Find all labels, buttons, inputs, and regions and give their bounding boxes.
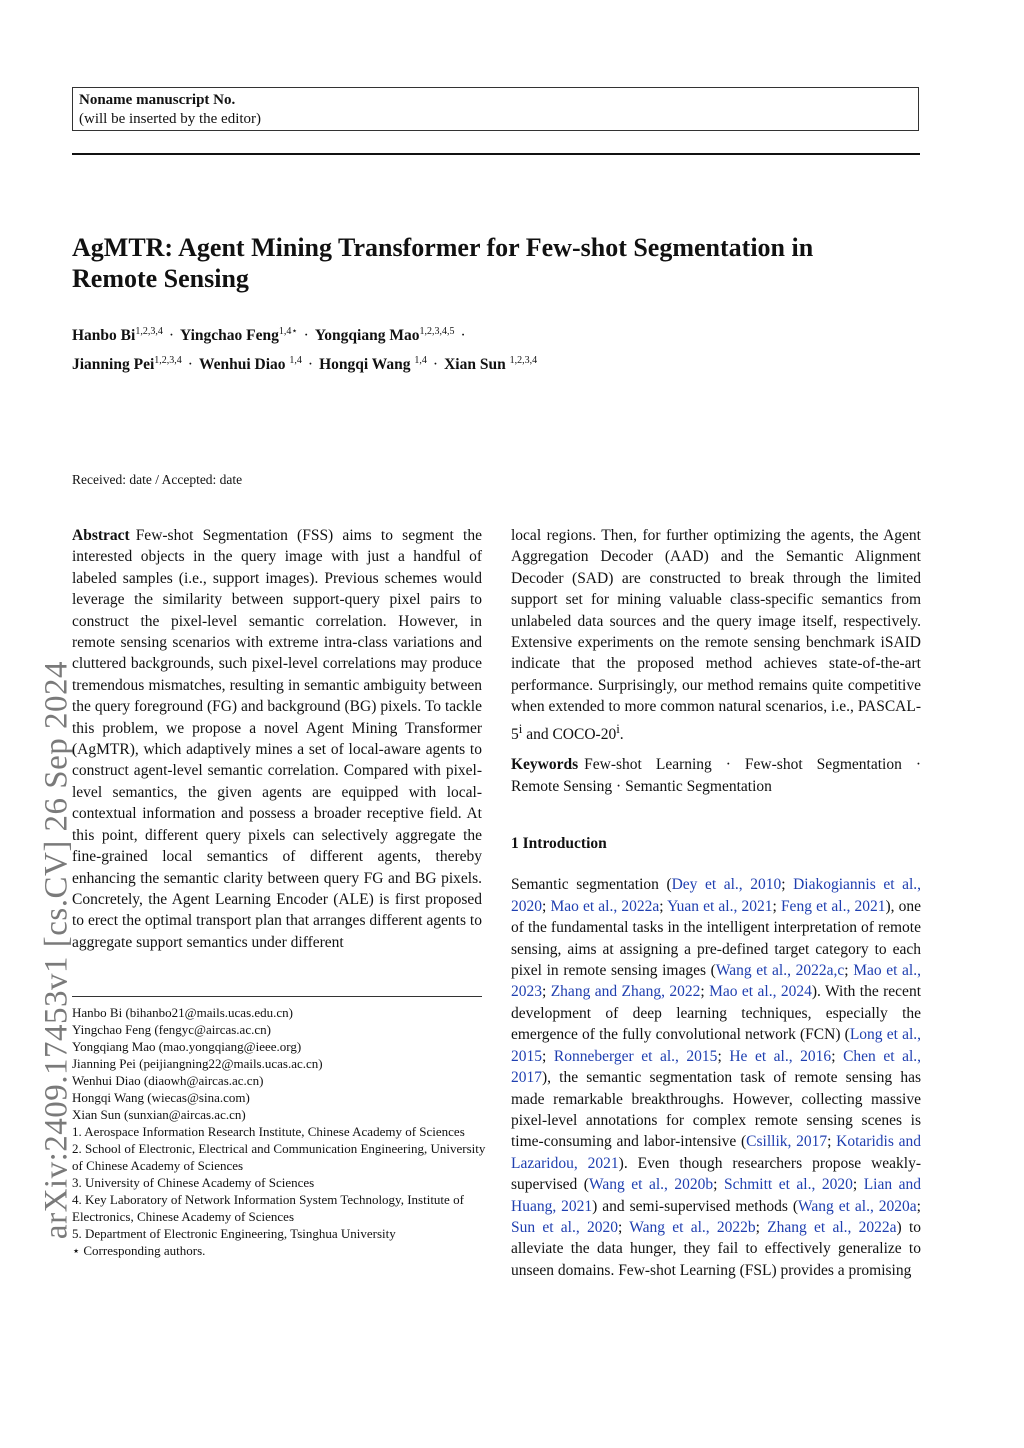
footnote: 1. Aerospace Information Research Institute, Chinese Academy of Sciences	[72, 1124, 465, 1139]
citation-link[interactable]: Mao et al., 2022a	[550, 897, 660, 915]
abstract-paragraph	[72, 525, 482, 953]
manuscript-box	[72, 87, 919, 131]
citation-link[interactable]: Feng et al., 2021	[780, 897, 886, 915]
author-name: Hongqi Wang	[319, 356, 415, 374]
author-name: Jianning Pei	[72, 356, 155, 374]
author-affiliation: 1,2,3,4	[154, 355, 182, 367]
author-name: Xian Sun	[444, 356, 510, 374]
footnote: 5. Department of Electronic Engineering, Tsinghua University	[72, 1226, 396, 1241]
intro-text: ;	[542, 897, 551, 915]
citation-link[interactable]: Wang et al., 2020a	[798, 1197, 917, 1215]
intro-text: ;	[700, 983, 710, 1001]
citation-link[interactable]: Mao et al., 2024	[709, 983, 812, 1001]
abstract-text-right: local regions. Then, for further optimizing the agents, the Agent Aggregation Decoder (AAD) and the Semantic Alignment Decoder (SAD) are constructed to break through the limited support set for mining valuable class-specific semantics from unlabeled data sources and the query image itself, respectively. Extensive experiments on the remote sensing benchmark iSAID indicate that the proposed method achieves state-of-the-art performance. Surprisingly, our method remains quite competitive when extended to more common natural scenarios, i.e., PASCAL-5	[511, 527, 921, 743]
footnote: Hanbo Bi (bihanbo21@mails.ucas.edu.cn)	[72, 1005, 294, 1020]
intro-text: ;	[781, 876, 794, 894]
citation-link[interactable]: Sun et al., 2020	[511, 1218, 618, 1236]
citation-link[interactable]: Wang et al., 2020b	[588, 1176, 714, 1194]
intro-text: ;	[844, 962, 854, 980]
section-heading-introduction: 1 Introduction	[511, 835, 607, 853]
superscript-i: i	[616, 720, 620, 736]
footnote: Yingchao Feng (fengyc@aircas.ac.cn)	[72, 1022, 271, 1037]
intro-text: ;	[713, 1176, 724, 1194]
right-column	[511, 525, 921, 1281]
editor-note: (will be inserted by the editor)	[79, 111, 262, 127]
author-separator: ·	[460, 327, 466, 345]
keywords-text: Few-shot Learning · Few-shot Segmentation · Remote Sensing · Semantic Segmentation	[511, 756, 921, 795]
footnote: Yongqiang Mao (mao.yongqiang@ieee.org)	[72, 1039, 302, 1054]
author-row-2	[72, 348, 920, 377]
footnote: Hongqi Wang (wiecas@sina.com)	[72, 1090, 250, 1105]
intro-text: ;	[831, 1047, 844, 1065]
footnotes	[72, 1004, 486, 1259]
author-list	[72, 319, 920, 377]
intro-text: ;	[617, 1218, 630, 1236]
keywords-paragraph	[511, 754, 921, 797]
abstract-text-end: .	[619, 725, 624, 743]
abstract-text-left: Few-shot Segmentation (FSS) aims to segment the interested objects in the query image with just a handful of labeled samples (i.e., support images). Previous schemes would leverage the similarity between support-query pixel pairs to construct the pixel-level semantic correlation. However, in remote sensing scenarios with extreme intra-class variations and cluttered backgrounds, such pixel-level correlations may produce tremendous mismatches, resulting in semantic ambiguity between the query foreground (FG) and background (BG) pixels. To tackle this problem, we propose a novel Agent Mining Transformer (AgMTR), which adaptively mines a set of local-aware agents to construct agent-level semantic correlation. Compared with pixel-level semantics, the given agents are equipped with local-contextual information and possess a broader receptive field. At this point, different query pixels can selectively aggregate the fine-grained local semantics of different agents, thereby enhancing the semantic clarity between query FG and BG pixels. Concretely, the Agent Learning Encoder (ALE) is first proposed to erect the optimal transport plan that arranges different agents to aggregate support semantics under different	[72, 527, 482, 951]
footnote: 2. School of Electronic, Electrical and Communication Engineering, University of Chinese Academy of Sciences	[72, 1141, 486, 1173]
intro-text: ;	[542, 1047, 554, 1065]
citation-link[interactable]: He et al., 2016	[729, 1047, 832, 1065]
author-affiliation: 1,2,3,4,5	[419, 326, 455, 337]
intro-text: ;	[852, 1176, 864, 1194]
intro-text: ;	[755, 1218, 768, 1236]
author-affiliation: 1,4	[289, 355, 302, 367]
citation-link[interactable]: Schmitt et al., 2020	[723, 1176, 853, 1194]
intro-text: ). With the recent development of deep learning techniques, especially the emergence of the fully convolutional network (FCN) (	[511, 983, 921, 1044]
intro-text: ) to alleviate the data hunger, they fail to effectively generalize to unseen domains. Few-shot Learning (FSL) provides a promising	[511, 1218, 922, 1279]
author-affiliation: 1,4⋆	[278, 326, 298, 337]
citation-link[interactable]: Kotaridis and Lazaridou, 2021	[511, 1133, 921, 1172]
citation-link[interactable]: Mao et al., 2023	[511, 962, 921, 1001]
author-name: Wenhui Diao	[198, 356, 290, 374]
author-separator: ·	[187, 356, 193, 374]
received-date: Received: date / Accepted: date	[72, 472, 243, 487]
citation-link[interactable]: Zhang and Zhang, 2022	[550, 983, 701, 1001]
author-affiliation: 1,4	[414, 355, 427, 367]
paper-title-line1: AgMTR: Agent Mining Transformer for Few-shot Segmentation in	[72, 233, 814, 262]
citation-link[interactable]: Wang et al., 2022a,c	[715, 962, 845, 980]
citation-link[interactable]: Lian and Huang, 2021	[511, 1176, 921, 1215]
abstract-label: Abstract	[72, 527, 130, 544]
author-name: Yingchao Feng	[180, 327, 279, 345]
footnote: 3. University of Chinese Academy of Sciences	[72, 1175, 315, 1190]
manuscript-number: Noname manuscript No.	[79, 92, 236, 108]
author-name: Yongqiang Mao	[314, 327, 420, 345]
intro-text: ;	[717, 1047, 730, 1065]
intro-text: ;	[772, 897, 781, 915]
citation-link[interactable]: Ronneberger et al., 2015	[553, 1047, 718, 1065]
intro-text: ). Even though researchers propose weakly-supervised (	[511, 1154, 922, 1194]
footnote-rule	[72, 996, 482, 997]
author-separator: ·	[168, 327, 174, 345]
citation-link[interactable]: Csillik, 2017	[746, 1133, 828, 1151]
keywords-label: Keywords	[511, 756, 579, 774]
superscript-i: i	[518, 720, 523, 736]
citation-link[interactable]: Zhang et al., 2022a	[767, 1218, 897, 1236]
citation-link[interactable]: Wang et al., 2022b	[629, 1218, 756, 1236]
author-affiliation: 1,2,3,4	[509, 355, 538, 367]
paper-title-line2: Remote Sensing	[72, 264, 249, 293]
author-row-1	[72, 319, 920, 348]
author-separator: ·	[303, 327, 309, 345]
abstract-continuation	[511, 525, 921, 745]
footnote: Xian Sun (sunxian@aircas.ac.cn)	[72, 1107, 246, 1122]
intro-text: ;	[916, 1197, 921, 1215]
paper-title	[72, 232, 920, 294]
arxiv-stamp: arXiv:2409.17453v1 [cs.CV] 26 Sep 2024	[38, 660, 75, 1240]
footnote: ⋆ Corresponding authors.	[72, 1243, 206, 1258]
author-affiliation: 1,2,3,4	[135, 326, 163, 337]
footnote: 4. Key Laboratory of Network Information System Technology, Institute of Electronics, Chinese Academy of Sciences	[72, 1192, 464, 1224]
intro-text: ;	[827, 1133, 837, 1151]
author-separator: ·	[307, 356, 314, 374]
intro-text: ), the semantic segmentation task of remote sensing has made remarkable breakthroughs. However, collecting massive pixel-level annotations for complex remote sensing scenes is time-consuming and labor-intensive (	[511, 1069, 921, 1151]
intro-text: ;	[542, 983, 551, 1001]
citation-link[interactable]: Dey et al., 2010	[671, 876, 782, 894]
footnote: Wenhui Diao (diaowh@aircas.ac.cn)	[72, 1073, 264, 1088]
citation-link[interactable]: Yuan et al., 2021	[667, 897, 773, 915]
intro-text: ) and semi-supervised methods (	[592, 1197, 798, 1215]
footnote: Jianning Pei (peijiangning22@mails.ucas.ac.cn)	[72, 1056, 323, 1071]
header-rule	[72, 153, 920, 155]
introduction-paragraph	[511, 874, 921, 1281]
citation-link[interactable]: Chen et al., 2017	[511, 1047, 922, 1087]
author-name: Hanbo Bi	[72, 327, 136, 345]
citation-link[interactable]: Diakogiannis et al., 2020	[511, 876, 921, 915]
citation-link[interactable]: Long et al., 2015	[511, 1026, 922, 1065]
author-separator: ·	[432, 356, 439, 374]
abstract-text-and: and COCO-20	[522, 725, 617, 743]
intro-text: ), one of the fundamental tasks in the intelligent interpretation of remote sensing, aims at assigning a pre-defined target category to each pixel in remote sensing images (	[511, 897, 921, 980]
intro-text: Semantic segmentation (	[511, 876, 672, 894]
intro-text: ;	[659, 897, 668, 915]
left-column	[72, 525, 482, 953]
